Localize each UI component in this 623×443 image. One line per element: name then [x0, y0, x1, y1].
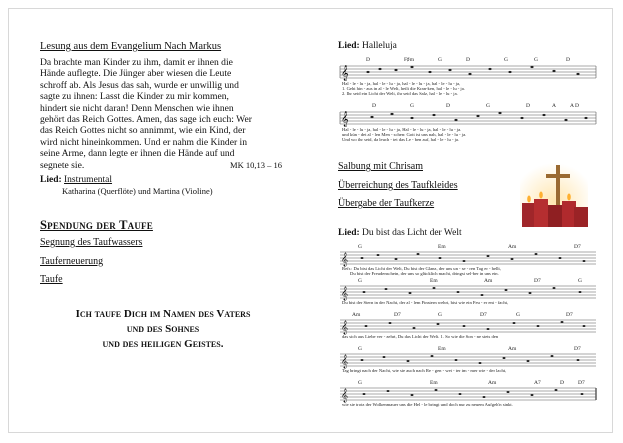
- candle-icon: [548, 205, 562, 227]
- reading-line: hindert sie nicht daran! Denn Menschen wie ihnen: [40, 102, 234, 114]
- lied-label: Lied:: [40, 175, 62, 185]
- reading-line: das Reich Gottes nicht so annimmt, wie ein Kind, der: [40, 125, 246, 137]
- chord: D: [526, 103, 530, 109]
- notes: [366, 66, 579, 75]
- staff: [340, 286, 596, 298]
- chord: G: [578, 278, 582, 284]
- lyric-line: Und wo ihr seid, da leuch - tet das Le - ben auf, hal - le - lu - ja.: [342, 137, 460, 142]
- lied-title: Instrumental: [64, 175, 113, 185]
- reading-line: schroff ab. Als Jesus das sah, wurde er unwillig und: [40, 79, 239, 91]
- treble-clef-icon: 𝄞: [341, 65, 349, 80]
- spendung-item: Segnung des Taufwassers: [40, 237, 143, 248]
- reading-line: Hände auflegte. Die Jünger aber wiesen die Leute: [40, 68, 232, 80]
- lied-title: Halleluja: [362, 41, 397, 51]
- reading-line-last: [40, 160, 282, 171]
- chord: D: [566, 57, 570, 63]
- blessing-line: und des Sohnes: [126, 323, 200, 335]
- blessing-line: und des heiligen Geistes.: [102, 338, 224, 350]
- lyric-line: Tag bringt nach der Nacht, wie sie auch nach Re - gen - wet - ter im - mer wie - der lacht,: [342, 368, 507, 373]
- chord: Em: [438, 346, 446, 352]
- treble-clef-icon: 𝄞: [341, 252, 349, 266]
- candle-icon: [522, 203, 536, 227]
- treble-clef-icon: 𝄞: [341, 388, 349, 402]
- rite-item: Salbung mit Chrisam: [338, 161, 423, 172]
- lied-label: Lied:: [338, 41, 360, 51]
- notes: [363, 389, 584, 398]
- chord: Am: [508, 244, 517, 250]
- candle-icon: [574, 207, 588, 227]
- chord: D7: [578, 380, 585, 386]
- cross-beam: [546, 174, 570, 178]
- candles-cross-picture: [520, 163, 588, 227]
- lyric-line: wie sie trotz der Wolkenmauer uns die Hel - le bringt und doch nur zu neuem Aufgeh'n sinkt.: [342, 402, 513, 407]
- chord: G: [438, 57, 442, 63]
- chord: Am: [508, 346, 517, 352]
- candle-icon: [562, 201, 576, 227]
- reading-line: sagte zu ihnen: Lasst die Kinder zu mir kommen,: [40, 91, 229, 103]
- notes: [365, 321, 586, 330]
- spendung-item: Taufe: [40, 274, 63, 285]
- chord: D7: [574, 346, 581, 352]
- reading-line: segnete sie.: [40, 159, 85, 171]
- lyric-line: 1. Geht hin - aus in al - le Welt, heilt die Kran-ken, hal - le - lu - ja.: [342, 86, 465, 91]
- chord: D: [446, 103, 450, 109]
- notes: [361, 355, 580, 364]
- chord: D7: [574, 244, 581, 250]
- reading-title: Lesung aus dem Evangelium Nach Markus: [40, 41, 222, 52]
- chord: A: [552, 103, 556, 109]
- chord: F♯m: [404, 57, 415, 63]
- flame-icon: [567, 194, 571, 201]
- treble-clef-icon: 𝄞: [341, 320, 349, 334]
- chord: Am: [488, 380, 497, 386]
- chord: Em: [430, 278, 438, 284]
- halleluja-score: [338, 52, 600, 150]
- rite-item: Überreichung des Taufkleides: [338, 180, 458, 191]
- reading-line: seine Arme, dann legte er ihnen die Hände auf und: [40, 148, 235, 160]
- reading-line: Da brachte man Kinder zu ihm, damit er ihnen die: [40, 57, 233, 68]
- spendung-item: Tauferneuerung: [40, 256, 104, 267]
- staff: [340, 252, 596, 264]
- performers: Katharina (Querflöte) und Martina (Violine): [62, 186, 213, 196]
- notes: [361, 253, 586, 262]
- lied-licht: [338, 228, 462, 238]
- chord: G: [358, 278, 362, 284]
- lyric-line: das sich aus Liebe ver - zehrt, Du das Licht der Welt. 1. So wie die Son - ne stets den: [342, 334, 499, 339]
- lied-title: Du bist das Licht der Welt: [362, 228, 462, 238]
- chord: Em: [438, 244, 446, 250]
- cross-icon: [556, 165, 560, 205]
- chord: D7: [480, 312, 487, 318]
- flame-icon: [539, 192, 543, 199]
- chord: A7: [534, 380, 541, 386]
- blessing-line: Ich taufe Dich im Namen des Vaters: [75, 308, 251, 320]
- lied-instrumental: [40, 175, 112, 185]
- chord: Am: [484, 278, 493, 284]
- staff: [340, 66, 596, 78]
- lyric-line: Refr.: Du bist das Licht der Welt, Du bist der Glanz, der uns un - se - ren Tag er - hellt,: [342, 266, 501, 271]
- staff: [340, 388, 596, 400]
- notes: [370, 112, 587, 121]
- chord: D7: [394, 312, 401, 318]
- licht-score: [338, 240, 600, 418]
- chord: D: [372, 103, 376, 109]
- staff: [340, 112, 596, 124]
- lied-halleluja: [338, 41, 397, 51]
- reading-line: wird nicht hineinkommen. Und er nahm die Kinder in: [40, 136, 248, 148]
- chord: A D: [570, 103, 580, 109]
- treble-clef-icon: 𝄞: [341, 111, 349, 126]
- chord: G: [358, 244, 362, 250]
- lyric-line: Du bist der Stern in der Nacht, der al - lem Finstern wehrt, bist wie ein Feu - er ent - facht,: [342, 300, 509, 305]
- blessing: [40, 307, 286, 352]
- chord: G: [438, 312, 442, 318]
- chord: Em: [430, 380, 438, 386]
- rite-item: Übergabe der Taufkerze: [338, 198, 435, 209]
- chord: G: [486, 103, 490, 109]
- bible-reference: MK 10,13 – 16: [230, 159, 282, 170]
- chord: Am: [352, 312, 361, 318]
- staff: [340, 320, 596, 332]
- staff: [340, 354, 596, 366]
- chord: G: [516, 312, 520, 318]
- chord: G: [358, 346, 362, 352]
- treble-clef-icon: 𝄞: [341, 286, 349, 300]
- chord: G: [410, 103, 414, 109]
- candle-icon: [534, 199, 548, 227]
- chord: D: [560, 380, 564, 386]
- chord: D7: [566, 312, 573, 318]
- lyric-line: Hal - le - lu - ja, hal - le - lu - ja, hal - le - lu - ja, hal - le - lu - ja,: [342, 81, 461, 86]
- reading-body: [40, 57, 282, 171]
- chord: D: [466, 57, 470, 63]
- lyric-line: Hal - le - lu - ja, hal - le - lu - ja, Hal - le - lu - ja, hal - le - lu - ja.: [342, 127, 462, 132]
- spendung-heading: Spendung der Taufe: [40, 218, 153, 232]
- treble-clef-icon: 𝄞: [341, 354, 349, 368]
- chord: D: [366, 57, 370, 63]
- reading-line: gehört das Reich Gottes. Amen, das sage ich euch: Wer: [40, 114, 252, 126]
- lyric-line: 2. Ihr seid ein Licht der Welt, ihr seid das Salz, hal - le - lu - ja.: [342, 91, 458, 96]
- chord: G: [534, 57, 538, 63]
- lyric-line: Du bist der Freudenschein, der uns so glücklich macht, dringst sel-ber in uns ein.: [350, 271, 499, 276]
- lyric-line: und kün - det al - len Men - schen: Gott ist uns nah, hal - le - lu - ja.: [342, 132, 467, 137]
- flame-icon: [527, 196, 531, 203]
- notes: [363, 287, 582, 296]
- chord: G: [504, 57, 508, 63]
- lied-label: Lied:: [338, 228, 360, 238]
- chord: D7: [534, 278, 541, 284]
- chord: G: [358, 380, 362, 386]
